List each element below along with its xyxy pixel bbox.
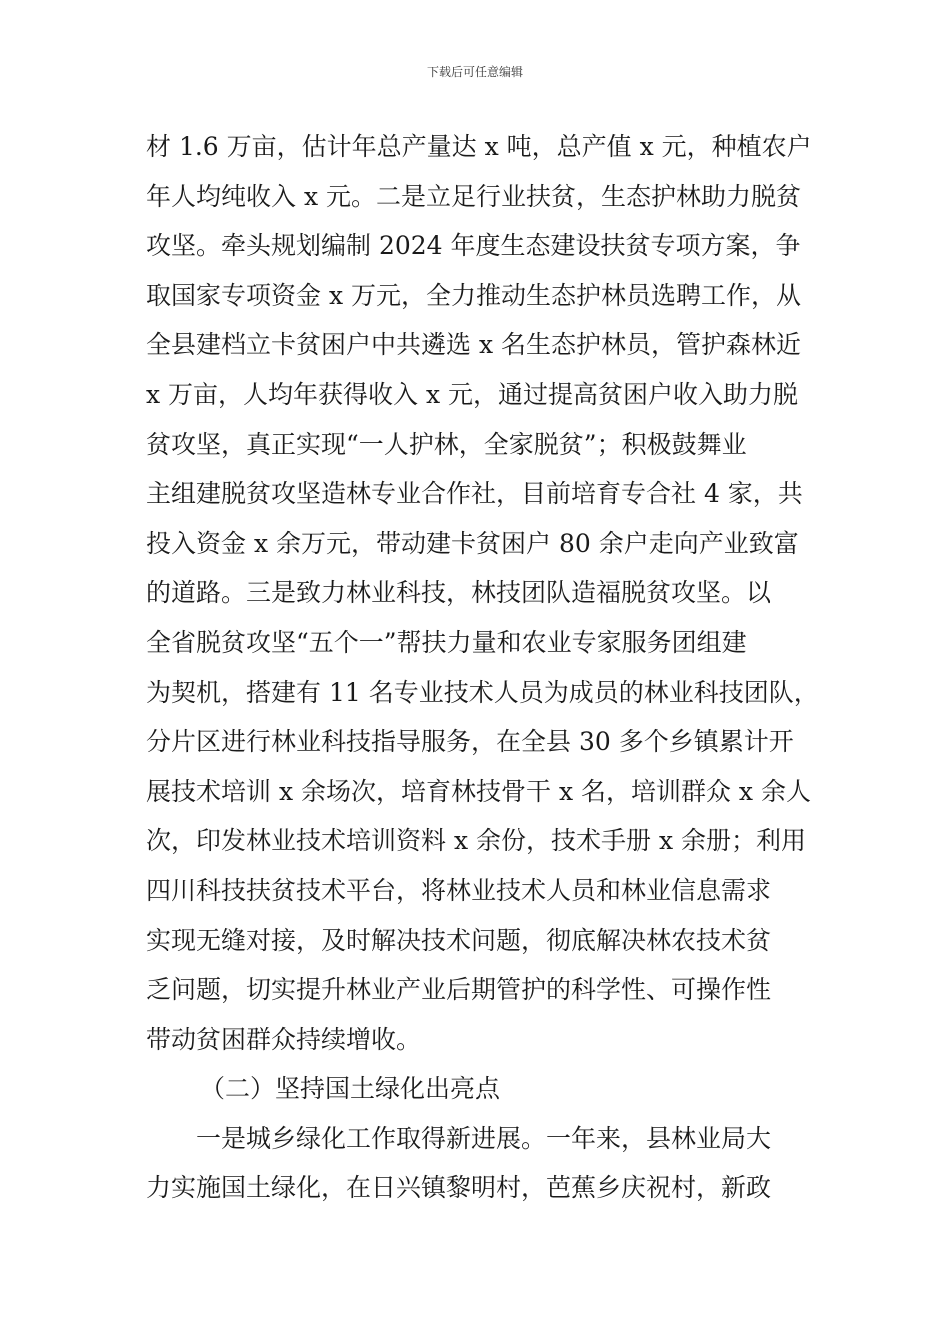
body-line: 的道路。三是致力林业科技，林技团队造福脱贫攻坚。以 — [146, 578, 772, 608]
document-body — [146, 122, 836, 1213]
body-line: 为契机，搭建有 11 名专业技术人员为成员的林业科技团队， — [146, 677, 819, 707]
body-line: 四川科技扶贫技术平台，将林业技术人员和林业信息需求 — [146, 875, 772, 905]
body-line: 乏问题，切实提升林业产业后期管护的科学性、可操作性 — [146, 975, 772, 1005]
body-line: 投入资金 x 余万元，带动建卡贫困户 80 余户走向产业致富 — [146, 528, 799, 558]
body-line: 材 1.6 万亩，估计年总产量达 x 吨，总产值 x 元，种植农户 — [146, 132, 812, 161]
section-subheading: （二）坚持国土绿化出亮点 — [200, 1074, 501, 1104]
page-header-note: 下载后可任意编辑 — [426, 65, 523, 79]
body-line: 全省脱贫攻坚“五个一”帮扶力量和农业专家服务团组建 — [146, 627, 747, 657]
body-line: x 万亩，人均年获得收入 x 元，通过提高贫困户收入助力脱 — [146, 379, 799, 409]
body-line: 分片区进行林业科技指导服务，在全县 30 多个乡镇累计开 — [146, 727, 794, 757]
body-line: 取国家专项资金 x 万元，全力推动生态护林员选聘工作，从 — [146, 280, 801, 310]
body-line: 带动贫困群众持续增收。 — [146, 1024, 422, 1054]
body-line: 攻坚。牵头规划编制 2024 年度生态建设扶贫专项方案，争 — [146, 231, 801, 261]
body-line: 一是城乡绿化工作取得新进展。一年来，县林业局大 — [196, 1123, 772, 1153]
body-line: 实现无缝对接，及时解决技术问题，彻底解决林农技术贫 — [146, 925, 772, 955]
body-line: 贫攻坚，真正实现“一人护林，全家脱贫”；积极鼓舞业 — [146, 429, 747, 459]
body-line: 全县建档立卡贫困户中共遴选 x 名生态护林员，管护森林近 — [146, 330, 801, 360]
body-line: 次，印发林业技术培训资料 x 余份，技术手册 x 余册；利用 — [146, 826, 806, 856]
body-line: 力实施国土绿化，在日兴镇黎明村，芭蕉乡庆祝村，新政 — [146, 1173, 772, 1203]
body-line: 年人均纯收入 x 元。二是立足行业扶贫，生态护林助力脱贫 — [146, 181, 801, 211]
body-line: 主组建脱贫攻坚造林专业合作社，目前培育专合社 4 家，共 — [146, 479, 803, 509]
body-line: 展技术培训 x 余场次，培育林技骨干 x 名，培训群众 x 余人 — [146, 776, 811, 806]
